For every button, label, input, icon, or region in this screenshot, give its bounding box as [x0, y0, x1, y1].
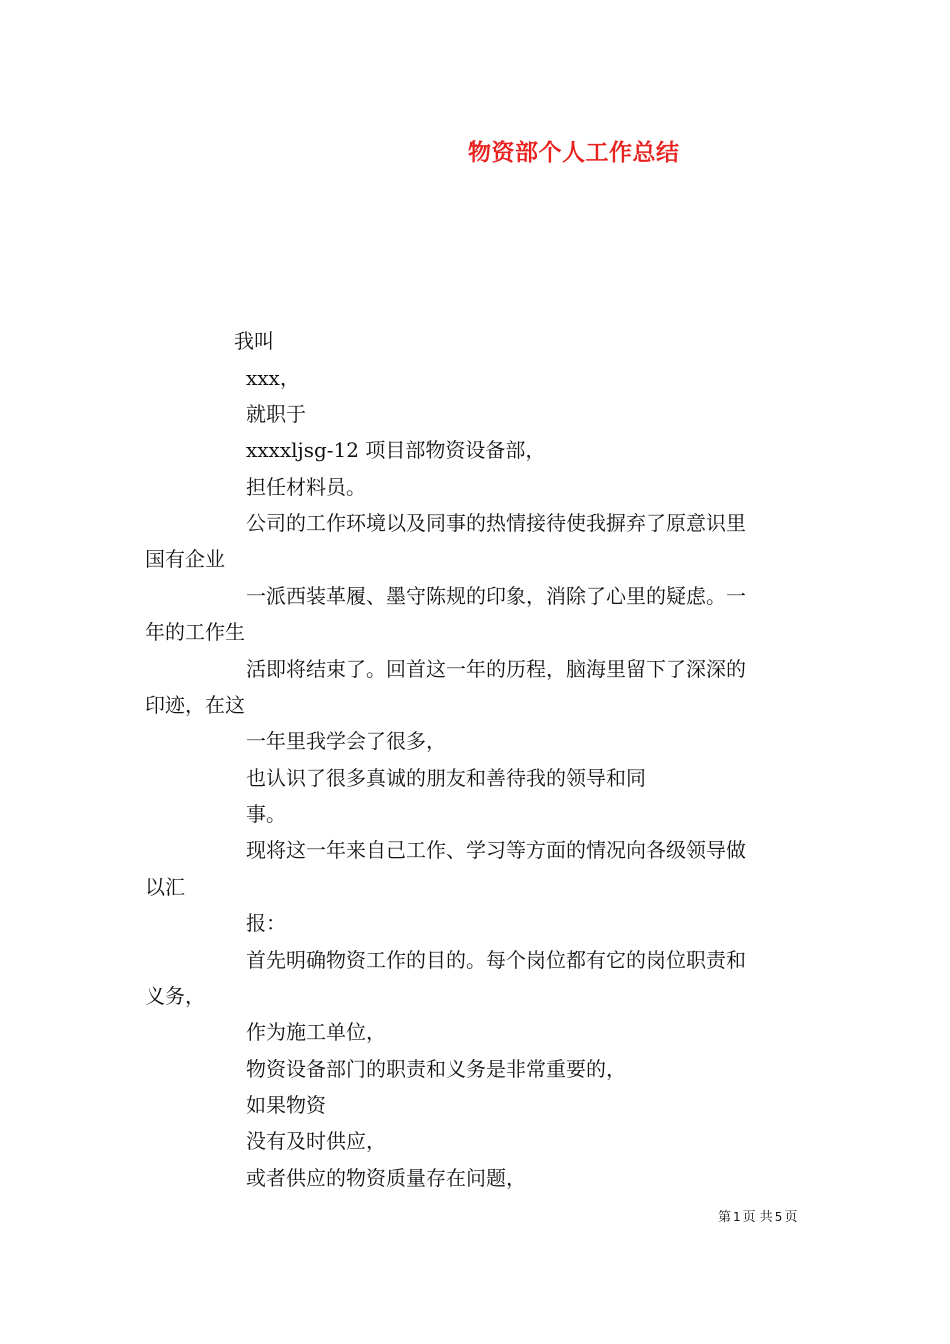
body-line: 事。	[246, 802, 286, 826]
body-line: 就职于	[246, 402, 306, 426]
body-line: 物资设备部门的职责和义务是非常重要的，	[246, 1057, 626, 1081]
footer-middle: 页 共	[742, 1210, 773, 1225]
body-line: 公司的工作环境以及同事的热情接待使我摒弃了原意识里	[246, 511, 746, 535]
document-title: 物资部个人工作总结	[468, 139, 680, 166]
body-line: 现将这一年来自己工作、学习等方面的情况向各级领导做	[246, 838, 746, 862]
body-line: 或者供应的物资质量存在问题，	[246, 1166, 526, 1190]
footer-suffix: 页	[784, 1210, 798, 1225]
body-line: 年的工作生	[145, 620, 245, 644]
footer-total-pages: 5	[774, 1210, 783, 1224]
body-line: 没有及时供应，	[246, 1129, 386, 1153]
body-line: 我叫	[234, 329, 274, 353]
body-line: 印迹，在这	[145, 693, 245, 717]
body-line: 一派西装革履、墨守陈规的印象，消除了心里的疑虑。一	[246, 584, 746, 608]
body-line: 国有企业	[145, 547, 225, 571]
body-line: 义务，	[145, 984, 205, 1008]
body-line: 活即将结束了。回首这一年的历程，脑海里留下了深深的	[246, 657, 746, 681]
page-footer	[718, 1206, 797, 1225]
footer-current-page: 1	[733, 1210, 741, 1224]
body-line: 也认识了很多真诚的朋友和善待我的领导和同	[246, 766, 646, 790]
body-line: 担任材料员。	[246, 475, 366, 499]
body-line: 如果物资	[246, 1093, 326, 1117]
body-line: 首先明确物资工作的目的。每个岗位都有它的岗位职责和	[246, 948, 746, 972]
body-line: xxxxljsg-12 项目部物资设备部，	[246, 438, 546, 462]
body-line: 报：	[246, 911, 286, 935]
body-line: xxx，	[246, 366, 300, 390]
body-line: 作为施工单位，	[246, 1020, 386, 1044]
body-line: 以汇	[145, 875, 185, 899]
footer-prefix: 第	[718, 1210, 732, 1225]
body-line: 一年里我学会了很多，	[246, 729, 446, 753]
